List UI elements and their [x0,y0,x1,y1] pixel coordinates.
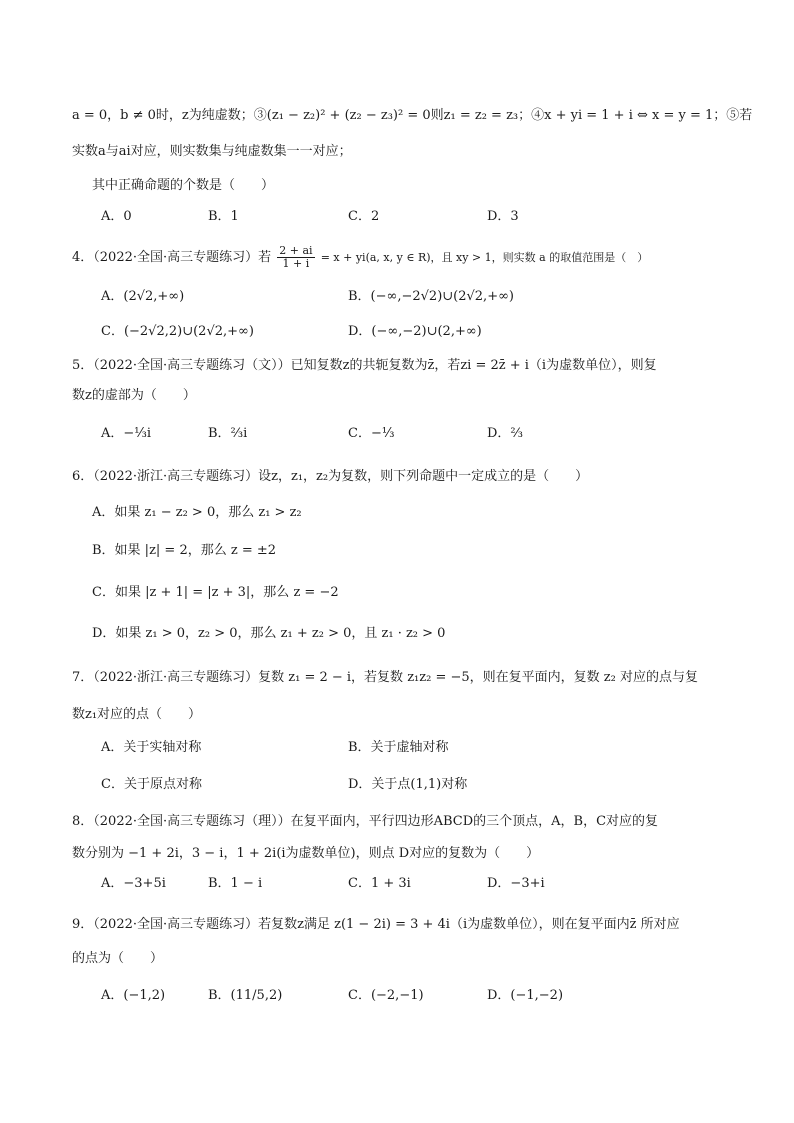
q6-option-c[interactable]: C．如果 |z + 1| = |z + 3|，那么 z = −2 [92,585,339,600]
q9-line-1: 9．（2022·全国·高三专题练习）若复数z满足 z(1 − 2i) = 3 + 4i（i为虚数单位），则在复平面内z̄ 所对应 [72,917,680,932]
q4-stem [72,245,734,270]
q4-option-c[interactable]: C．(−2√2,2)∪(2√2,+∞) [101,324,254,339]
q6-option-d[interactable]: D．如果 z₁ > 0，z₂ > 0，那么 z₁ + z₂ > 0，且 z₁ · z₂ > 0 [92,626,446,641]
q7-line-1: 7．（2022·浙江·高三专题练习）复数 z₁ = 2 − i，若复数 z₁z₂ = −5，则在复平面内，复数 z₂ 对应的点与复 [72,670,698,685]
q5-line-1: 5．（2022·全国·高三专题练习（文））已知复数z的共轭复数为z̄，若zi = 2z̄ + i（i为虚数单位），则复 [72,358,657,373]
q4-text: 4．（2022·全国·高三专题练习）若 [72,250,272,265]
q4-fraction [277,245,314,270]
q9-line-2: 的点为（ ） [72,951,164,966]
q7-option-b[interactable]: B．关于虚轴对称 [348,740,449,755]
q5-option-c[interactable]: C．−⅓ [348,426,395,441]
q7-option-a[interactable]: A．关于实轴对称 [101,740,202,755]
q4-fraction-numerator: 2 + ai [279,244,313,257]
q4-fraction-denominator: 1 + i [282,257,310,270]
q9-option-c[interactable]: C．(−2,−1) [348,988,424,1003]
q8-option-a[interactable]: A．−3+5i [101,876,166,891]
q9-option-b[interactable]: B．(11/5,2) [208,988,283,1003]
q3-option-a[interactable]: A．0 [101,209,132,224]
q5-line-2: 数z的虚部为（ ） [72,388,196,403]
q5-option-b[interactable]: B．⅔i [208,426,248,441]
q9-option-d[interactable]: D．(−1,−2) [487,988,564,1003]
q3-option-d[interactable]: D．3 [487,209,519,224]
q7-line-2: 数z₁对应的点（ ） [72,707,202,722]
q4-option-a[interactable]: A．(2√2,+∞) [101,289,185,304]
q6-option-a[interactable]: A．如果 z₁ − z₂ > 0，那么 z₁ > z₂ [92,505,302,520]
q6-stem: 6．（2022·浙江·高三专题练习）设z，z₁，z₂为复数，则下列命题中一定成立的是（ ） [72,469,589,484]
q3-prompt: 其中正确命题的个数是（ ） [92,178,275,193]
q7-option-c[interactable]: C．关于原点对称 [101,777,202,792]
q4-rest: = x + yi(a, x, y ∈ R)，且 xy > 1，则实数 a 的取值范围是（ ） [320,251,649,264]
q9-option-a[interactable]: A．(−1,2) [101,988,166,1003]
q8-option-c[interactable]: C．1 + 3i [348,876,411,891]
q4-option-b[interactable]: B．(−∞,−2√2)∪(2√2,+∞) [348,289,514,304]
q7-option-d[interactable]: D．关于点(1,1)对称 [348,777,468,792]
q3-statement-line-1: a = 0，b ≠ 0时，z为纯虚数；③(z₁ − z₂)² + (z₂ − z₃)² = 0则z₁ = z₂ = z₃；④x + yi = 1 + i ⇔ x = y = 1；⑤若 [72,108,753,123]
q8-option-b[interactable]: B．1 − i [208,876,263,891]
q3-statement-line-2: 实数a与ai对应，则实数集与纯虚数集一一对应； [72,144,352,159]
q4-option-d[interactable]: D．(−∞,−2)∪(2,+∞) [348,324,482,339]
q8-line-2: 数分别为 −1 + 2i，3 − i，1 + 2i(i为虚数单位)，则点 D对应的复数为（ ） [72,846,540,861]
q5-option-a[interactable]: A．−⅓i [101,426,152,441]
q8-option-d[interactable]: D．−3+i [487,876,545,891]
q5-option-d[interactable]: D．⅔ [487,426,524,441]
q3-option-c[interactable]: C．2 [348,209,380,224]
q3-option-b[interactable]: B．1 [208,209,239,224]
q6-option-b[interactable]: B．如果 |z| = 2，那么 z = ±2 [92,543,277,558]
q8-line-1: 8．（2022·全国·高三专题练习（理））在复平面内，平行四边形ABCD的三个顶点，A，B，C对应的复 [72,814,659,829]
